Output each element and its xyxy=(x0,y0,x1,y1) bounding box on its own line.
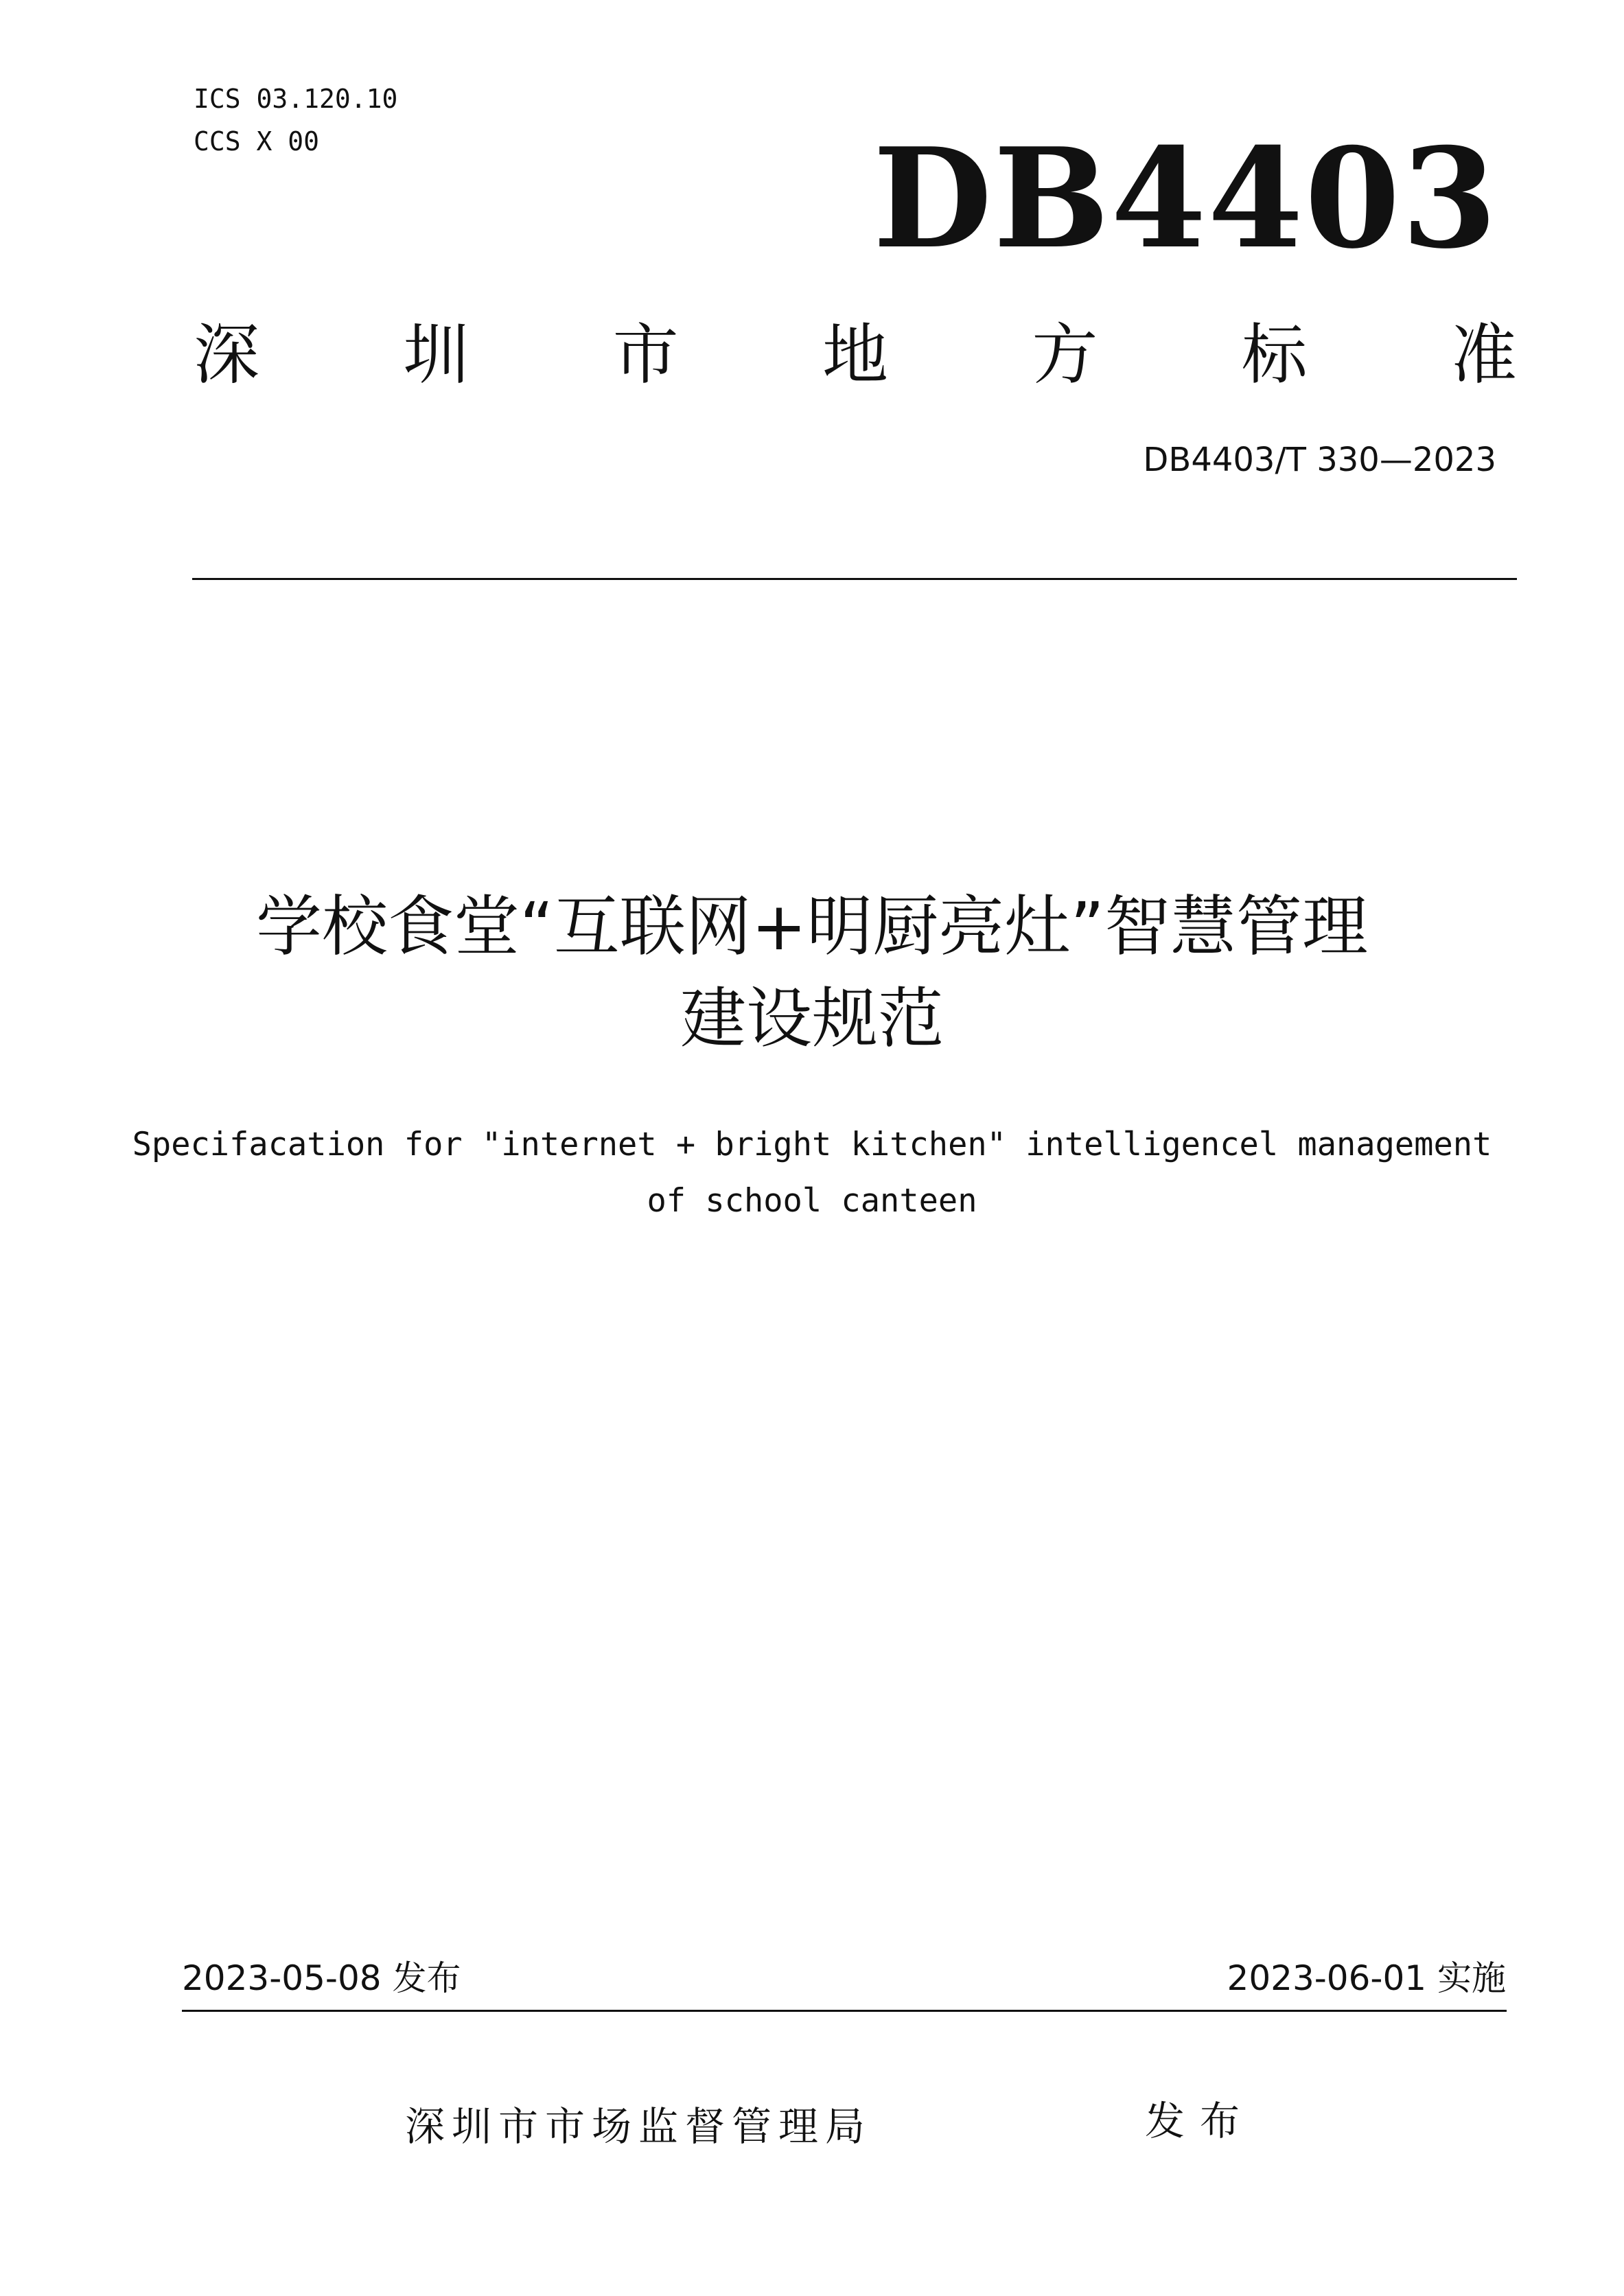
standard-number: DB4403/T 330—2023 xyxy=(1143,441,1496,479)
standard-type-char: 圳 xyxy=(403,316,469,393)
document-title-en-line-2: of school canteen xyxy=(647,1182,977,1220)
document-title-en-line-1: Specifacation for "internet + bright kitchen" intelligencel management xyxy=(132,1126,1492,1163)
issue-date: 2023-05-08 发布 xyxy=(182,1958,461,1998)
issue-label: 发布 xyxy=(1145,2098,1255,2144)
document-title-cn-line-2: 建设规范 xyxy=(680,980,944,1057)
implementation-date: 2023-06-01 实施 xyxy=(1227,1958,1506,1998)
standard-type-char: 地 xyxy=(822,316,888,393)
standard-type-char: 市 xyxy=(612,316,679,393)
standard-type-char: 准 xyxy=(1450,316,1517,393)
footer-divider xyxy=(182,2010,1507,2012)
standard-type-char: 方 xyxy=(1032,316,1098,393)
standard-type-char: 深 xyxy=(194,316,259,393)
ccs-code: CCS X 00 xyxy=(194,126,320,156)
issuing-authority: 深圳市市场监督管理局 xyxy=(405,2103,872,2150)
standard-type-char: 标 xyxy=(1241,316,1308,393)
header-divider xyxy=(192,578,1517,580)
ics-code: ICS 03.120.10 xyxy=(194,84,398,114)
standard-mark: DB4403 xyxy=(872,118,1498,279)
standard-type-title xyxy=(194,317,1517,393)
document-title-cn-line-1: 学校食堂“互联网+明厨亮灶”智慧管理 xyxy=(256,888,1368,965)
